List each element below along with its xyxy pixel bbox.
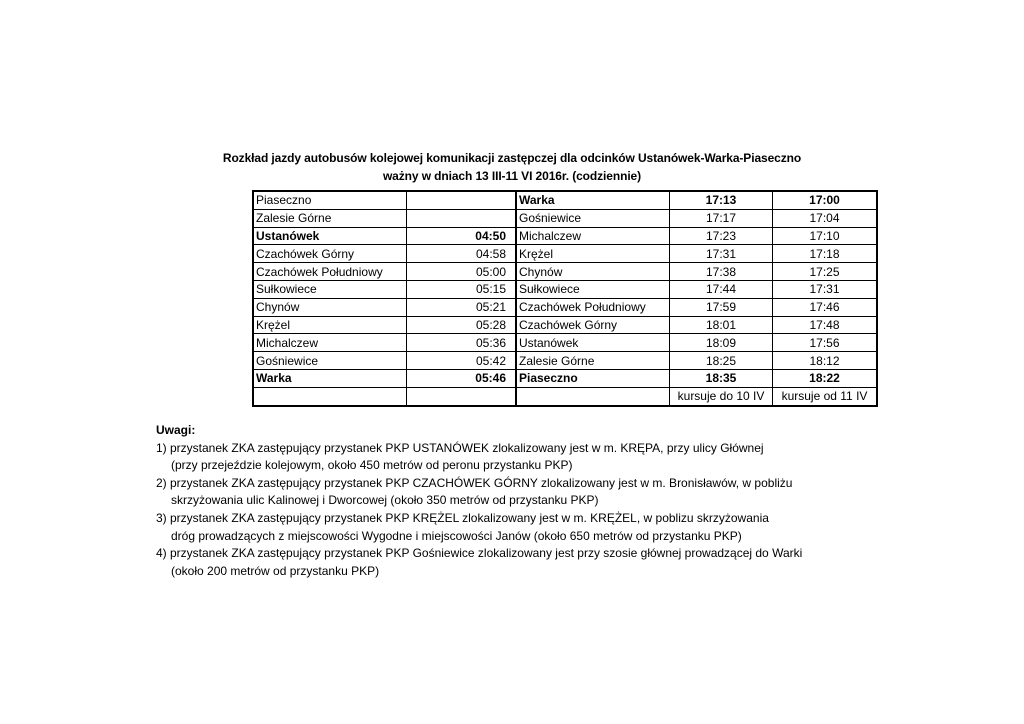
stop-b-cell: Czachówek Górny [516, 316, 670, 334]
note-line: 2) przystanek ZKA zastępujący przystanek PKP CZACHÓWEK GÓRNY zlokalizowany jest w m. Bronisławów, w pobliżu [156, 475, 793, 490]
time-b2-cell: 17:04 [773, 209, 878, 227]
stop-b-cell: Gośniewice [516, 209, 670, 227]
table-row [253, 245, 877, 263]
time-a-cell [407, 209, 517, 227]
time-b1-cell: kursuje do 10 IV [670, 387, 773, 405]
time-a-cell: 05:21 [407, 298, 517, 316]
stop-b-cell: Czachówek Południowy [516, 298, 670, 316]
time-b2-cell: 17:56 [773, 334, 878, 352]
timetable-table [252, 190, 878, 407]
time-b2-cell: 18:12 [773, 352, 878, 370]
table-row [253, 369, 877, 387]
time-b1-cell: 18:01 [670, 316, 773, 334]
stop-a-cell: Czachówek Górny [253, 245, 407, 263]
table-row [253, 387, 877, 405]
notes-heading: Uwagi: [156, 423, 196, 437]
time-a-cell: 05:00 [407, 263, 517, 281]
time-b1-cell: 17:59 [670, 298, 773, 316]
table-row [253, 227, 877, 245]
table-row [253, 191, 877, 209]
stop-a-cell: Zalesie Górne [253, 209, 407, 227]
time-b1-cell: 17:44 [670, 280, 773, 298]
notes-section [156, 422, 802, 580]
time-b1-cell: 17:38 [670, 263, 773, 281]
stop-a-cell: Gośniewice [253, 352, 407, 370]
time-a-cell: 05:46 [407, 369, 517, 387]
stop-a-cell [253, 387, 407, 405]
time-a-cell: 04:58 [407, 245, 517, 263]
stop-a-cell: Krężel [253, 316, 407, 334]
stop-b-cell: Piaseczno [516, 369, 670, 387]
time-b1-cell: 18:09 [670, 334, 773, 352]
table-row [253, 352, 877, 370]
time-b2-cell: 18:22 [773, 369, 878, 387]
timetable-title: Rozkład jazdy autobusów kolejowej komunikacji zastępczej dla odcinków Ustanówek-Warka-Piaseczno [222, 151, 802, 165]
time-b2-cell: kursuje od 11 IV [773, 387, 878, 405]
stop-b-cell: Zalesie Górne [516, 352, 670, 370]
stop-b-cell: Sułkowiece [516, 280, 670, 298]
stop-b-cell: Chynów [516, 263, 670, 281]
time-a-cell [407, 387, 517, 405]
time-b2-cell: 17:46 [773, 298, 878, 316]
time-b2-cell: 17:31 [773, 280, 878, 298]
time-a-cell: 05:42 [407, 352, 517, 370]
stop-a-cell: Warka [253, 369, 407, 387]
note-line-continued: dróg prowadzących z miejscowości Wygodne i miejscowości Janów (około 650 metrów od przystanku PKP) [171, 528, 742, 543]
stop-a-cell: Chynów [253, 298, 407, 316]
stop-a-cell: Michalczew [253, 334, 407, 352]
note-line: 1) przystanek ZKA zastępujący przystanek PKP USTANÓWEK zlokalizowany jest w m. KRĘPA, przy ulicy Głównej [156, 440, 764, 455]
time-b1-cell: 17:23 [670, 227, 773, 245]
time-b2-cell: 17:18 [773, 245, 878, 263]
time-a-cell: 04:50 [407, 227, 517, 245]
time-a-cell [407, 191, 517, 209]
time-a-cell: 05:15 [407, 280, 517, 298]
note-line: 4) przystanek ZKA zastępujący przystanek PKP Gośniewice zlokalizowany jest przy szosie głównej prowadzącej do Warki [156, 546, 803, 561]
stop-b-cell: Ustanówek [516, 334, 670, 352]
time-b1-cell: 17:13 [670, 191, 773, 209]
stop-a-cell: Ustanówek [253, 227, 407, 245]
note-line-continued: skrzyżowania ulic Kalinowej i Dworcowej (około 350 metrów od przystanku PKP) [171, 493, 599, 508]
time-b2-cell: 17:10 [773, 227, 878, 245]
time-b2-cell: 17:00 [773, 191, 878, 209]
stop-b-cell: Krężel [516, 245, 670, 263]
timetable-validity: ważny w dniach 13 III-11 VI 2016r. (codziennie) [382, 169, 642, 183]
stop-a-cell: Piaseczno [253, 191, 407, 209]
time-b2-cell: 17:25 [773, 263, 878, 281]
stop-b-cell [516, 387, 670, 405]
table-row [253, 298, 877, 316]
time-b1-cell: 17:17 [670, 209, 773, 227]
time-b2-cell: 17:48 [773, 316, 878, 334]
note-line: 3) przystanek ZKA zastępujący przystanek PKP KRĘŻEL zlokalizowany jest w m. KRĘŻEL, w poblizu skrzyżowania [156, 510, 769, 525]
stop-a-cell: Sułkowiece [253, 280, 407, 298]
stop-b-cell: Warka [516, 191, 670, 209]
table-row [253, 280, 877, 298]
table-row [253, 263, 877, 281]
stop-b-cell: Michalczew [516, 227, 670, 245]
table-row [253, 316, 877, 334]
time-b1-cell: 17:31 [670, 245, 773, 263]
note-line-continued: (około 200 metrów od przystanku PKP) [171, 563, 380, 578]
time-b1-cell: 18:25 [670, 352, 773, 370]
time-a-cell: 05:36 [407, 334, 517, 352]
note-line-continued: (przy przejeździe kolejowym, około 450 metrów od peronu przystanku PKP) [171, 458, 573, 473]
table-row [253, 209, 877, 227]
stop-a-cell: Czachówek Południowy [253, 263, 407, 281]
time-b1-cell: 18:35 [670, 369, 773, 387]
table-row [253, 334, 877, 352]
time-a-cell: 05:28 [407, 316, 517, 334]
